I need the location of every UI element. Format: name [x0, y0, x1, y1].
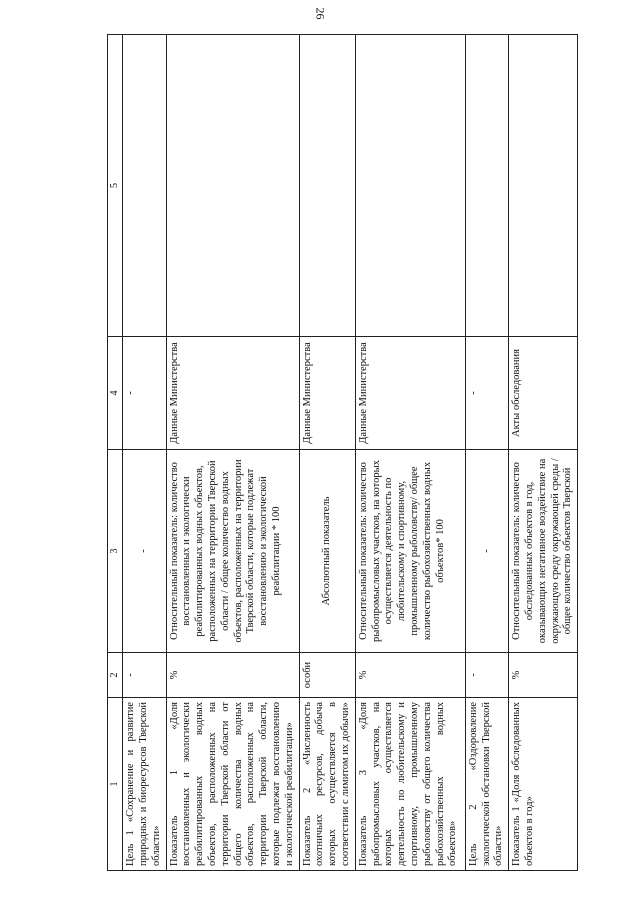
source-cell: Данные Министерства	[355, 337, 465, 450]
method-cell: -	[465, 450, 508, 653]
table-row	[166, 35, 299, 871]
column-header-2: 2	[108, 653, 123, 698]
unit-cell: %	[166, 653, 299, 698]
table-row	[299, 35, 355, 871]
goal-cell: Цель 2 «Оздоровление экологической обстановки Тверской области»	[465, 698, 508, 871]
unit-cell: -	[465, 653, 508, 698]
method-cell: Относительный показатель: количество восстановленных и экологически реабилитированных водных объектов, расположенных на территории Тверской области / общее количество водных объектов, расположенных на территории Тверской области, которые подлежат восстановлению и экологической реабилитации * 100	[166, 450, 299, 653]
table-row	[123, 35, 166, 871]
note-cell	[166, 35, 299, 337]
rotated-table-wrapper	[107, 35, 574, 871]
page-number: 26	[313, 7, 328, 20]
source-cell: Акты обследования	[509, 337, 578, 450]
method-cell: Относительный показатель: количество рыбопромысловых участков, на которых осуществляется деятельность по любительскому и спортивному, промышленному рыболовству/ общее количество рыбохозяйственных водных объектов* 100	[355, 450, 465, 653]
indicator-cell: Показатель 1 «Доля восстановленных и экологически реабилитированных водных объектов, расположенных на территории Тверской области от общего количества водных объектов, расположенных на территории Тверской области, которые подлежат восстановлению и экологической реабилитации»	[166, 698, 299, 871]
column-header-1: 1	[108, 698, 123, 871]
unit-cell: %	[509, 653, 578, 698]
unit-cell: -	[123, 653, 166, 698]
source-cell: Данные Министерства	[299, 337, 355, 450]
column-header-5: 5	[108, 35, 123, 337]
column-header-3: 3	[108, 450, 123, 653]
unit-cell: особи	[299, 653, 355, 698]
note-cell	[509, 35, 578, 337]
table-row	[465, 35, 508, 871]
unit-cell: %	[355, 653, 465, 698]
note-cell	[123, 35, 166, 337]
indicator-cell: Показатель 2 «Численность охотничьих ресурсов, добыча которых осуществляется в соответствии с лимитом их добычи»	[299, 698, 355, 871]
indicator-cell: Показатель 3 «Доля рыбопромысловых участков, на которых осуществляется деятельность по любительскому и спортивному, промышленному рыболовству от общего количества рыбохозяйственных водных объектов»	[355, 698, 465, 871]
indicator-cell: Показатель 1 «Доля обследованных объектов в год»	[509, 698, 578, 871]
table-row	[509, 35, 578, 871]
method-cell: Относительный показатель: количество обследованных объектов в год, оказывающих негативное воздействие на окружающую среду окружающей среды / общее количество объектов Тверской	[509, 450, 578, 653]
method-cell: Абсолютный показатель	[299, 450, 355, 653]
note-cell	[299, 35, 355, 337]
note-cell	[465, 35, 508, 337]
goal-cell: Цель 1 «Сохранение и развитие природных и биоресурсов Тверской области»	[123, 698, 166, 871]
source-cell: Данные Министерства	[166, 337, 299, 450]
note-cell	[355, 35, 465, 337]
header-row	[108, 35, 123, 871]
indicators-table	[107, 34, 578, 871]
column-header-4: 4	[108, 337, 123, 450]
source-cell: -	[465, 337, 508, 450]
table-row	[355, 35, 465, 871]
source-cell: -	[123, 337, 166, 450]
method-cell: -	[123, 450, 166, 653]
